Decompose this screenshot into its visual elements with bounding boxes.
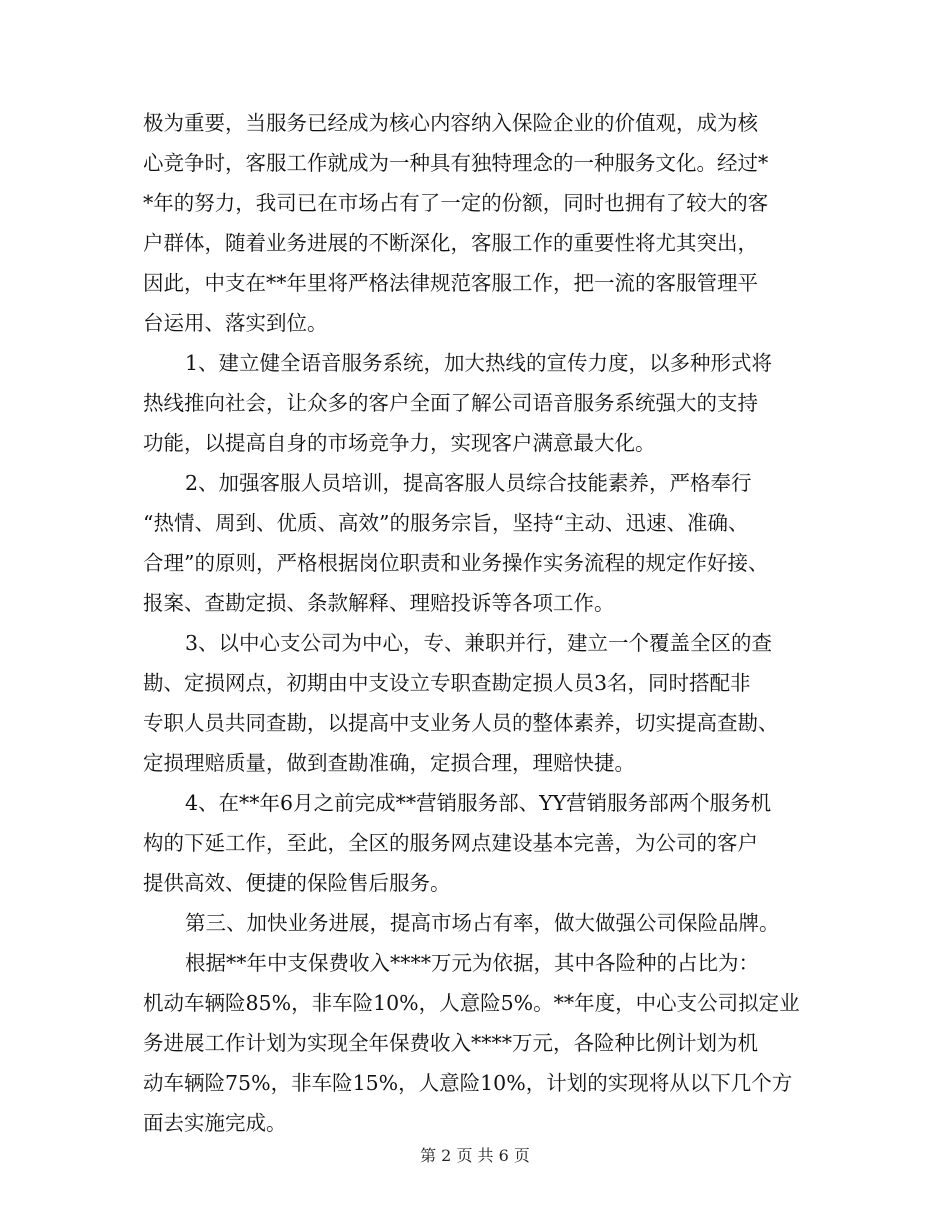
text-line: 合理”的原则，严格根据岗位职责和业务操作实务流程的规定作好接、: [143, 551, 769, 575]
paragraph: [143, 783, 811, 903]
section-heading: 第三、加快业务进展，提高市场占有率，做大做强公司保险品牌。: [185, 911, 780, 935]
paragraph: [143, 343, 811, 463]
paragraph: [143, 103, 811, 343]
text-line: 功能，以提高自身的市场竞争力，实现客户满意最大化。: [143, 431, 656, 455]
text-line: 根据**年中支保费收入****万元为依据，其中各险种的占比为：: [185, 951, 759, 975]
text-line: 勘、定损网点，初期由中支设立专职查勘定损人员3名，同时搭配非: [143, 671, 751, 695]
text-line: 2、加强客服人员培训，提高客服人员综合技能素养，严格奉行: [185, 471, 752, 495]
text-line: 面去实施完成。: [143, 1111, 287, 1135]
text-line: “热情、周到、优质、高效”的服务宗旨，坚持“主动、迅速、准确、: [143, 511, 749, 535]
text-line: 1、建立健全语音服务系统，加大热线的宣传力度，以多种形式将: [185, 351, 773, 375]
text-line: 定损理赔质量，做到查勘准确，定损合理，理赔快捷。: [143, 751, 635, 775]
text-line: 专职人员共同查勘，以提高中支业务人员的整体素养，切实提高查勘、: [143, 711, 779, 735]
text-line: 构的下延工作，至此，全区的服务网点建设基本完善，为公司的客户: [143, 831, 758, 855]
paragraph: [143, 903, 811, 943]
text-line: 因此，中支在**年里将严格法律规范客服工作，把一流的客服管理平: [143, 271, 758, 295]
text-line: 动车辆险75%，非车险15%，人意险10%，计划的实现将从以下几个方: [143, 1071, 793, 1095]
text-line: 机动车辆险85%，非车险10%，人意险5%。**年度，中心支公司拟定业: [143, 991, 800, 1015]
paragraph: [143, 943, 811, 1143]
text-line: 台运用、落实到位。: [143, 311, 328, 335]
paragraph: [143, 623, 811, 783]
text-line: *年的努力，我司已在市场占有了一定的份额，同时也拥有了较大的客: [143, 191, 769, 215]
text-line: 热线推向社会，让众多的客户全面了解公司语音服务系统强大的支持: [143, 391, 758, 415]
text-line: 3、以中心支公司为中心，专、兼职并行，建立一个覆盖全区的查: [185, 631, 773, 655]
text-line: 户群体，随着业务进展的不断深化，客服工作的重要性将尤其突出，: [143, 231, 758, 255]
text-line: 极为重要，当服务已经成为核心内容纳入保险企业的价值观，成为核: [143, 111, 758, 135]
text-line: 心竞争时，客服工作就成为一种具有独特理念的一种服务文化。经过*: [143, 151, 769, 175]
paragraph: [143, 463, 811, 623]
text-line: 务进展工作计划为实现全年保费收入****万元，各险种比例计划为机: [143, 1031, 758, 1055]
text-line: 4、在**年6月之前完成**营销服务部、YY营销服务部两个服务机: [185, 791, 772, 815]
text-line: 报案、查勘定损、条款解释、理赔投诉等各项工作。: [143, 591, 615, 615]
text-line: 提供高效、便捷的保险售后服务。: [143, 871, 451, 895]
document-body: [143, 103, 811, 1143]
page-number-footer: 第 2 页 共 6 页: [420, 1146, 530, 1165]
